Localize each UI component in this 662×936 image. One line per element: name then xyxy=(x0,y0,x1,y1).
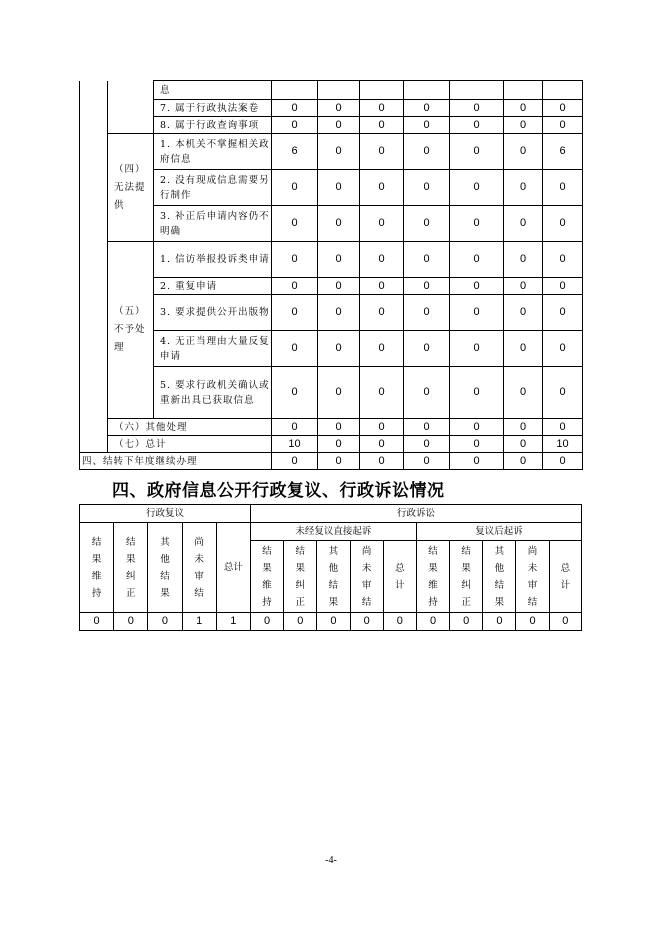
blank-cell xyxy=(504,81,543,100)
value-cell: 0 xyxy=(360,242,404,278)
blank-cell xyxy=(80,100,108,117)
value-cell: 0 xyxy=(114,613,148,631)
value-cell: 0 xyxy=(317,613,350,631)
value-cell: 0 xyxy=(543,295,583,331)
value-cell: 0 xyxy=(383,613,416,631)
value-cell: 0 xyxy=(450,117,504,134)
value-cell: 0 xyxy=(318,206,360,242)
value-cell: 0 xyxy=(350,613,383,631)
value-cell: 0 xyxy=(504,242,543,278)
value-cell: 0 xyxy=(360,117,404,134)
table-row xyxy=(80,331,583,367)
blank-cell xyxy=(80,278,108,295)
column-header: 其 他 结 果 xyxy=(483,541,516,613)
value-cell: 0 xyxy=(250,613,283,631)
value-cell: 0 xyxy=(543,453,583,470)
value-cell: 0 xyxy=(504,206,543,242)
value-cell: 0 xyxy=(318,453,360,470)
value-cell: 6 xyxy=(543,134,583,170)
value-cell: 0 xyxy=(148,613,182,631)
value-cell: 0 xyxy=(450,367,504,419)
review-litigation-table xyxy=(79,504,582,631)
blank-cell xyxy=(108,100,154,117)
column-header: 结 果 纠 正 xyxy=(284,541,317,613)
value-cell: 0 xyxy=(360,170,404,206)
value-cell: 0 xyxy=(543,100,583,117)
row-label: （六）其他处理 xyxy=(108,419,272,436)
value-cell: 0 xyxy=(272,278,318,295)
value-cell: 0 xyxy=(504,170,543,206)
value-cell: 0 xyxy=(543,242,583,278)
row-label: 2. 没有现成信息需要另行制作 xyxy=(154,170,272,206)
column-header: 尚 未 审 结 xyxy=(516,541,549,613)
value-cell: 0 xyxy=(318,295,360,331)
column-header: 总 计 xyxy=(383,541,416,613)
value-cell: 0 xyxy=(272,242,318,278)
column-header: 其 他 结 果 xyxy=(148,523,182,613)
value-cell: 0 xyxy=(543,419,583,436)
value-cell: 0 xyxy=(450,278,504,295)
review-header: 行政复议 xyxy=(80,505,251,523)
value-cell: 0 xyxy=(504,419,543,436)
group-title: （五）不予处理 xyxy=(108,242,154,419)
value-cell: 0 xyxy=(318,419,360,436)
blank-cell xyxy=(80,206,108,242)
value-cell: 1 xyxy=(216,613,250,631)
table-row xyxy=(80,523,582,541)
blank-cell xyxy=(80,331,108,367)
value-cell: 0 xyxy=(360,331,404,367)
value-cell: 0 xyxy=(504,117,543,134)
row-label: 8. 属于行政查询事项 xyxy=(154,117,272,134)
value-cell: 1 xyxy=(182,613,216,631)
table-row xyxy=(80,206,583,242)
blank-cell xyxy=(80,170,108,206)
column-header: 总 计 xyxy=(549,541,581,613)
value-cell: 0 xyxy=(318,331,360,367)
table-row xyxy=(80,134,583,170)
value-cell: 0 xyxy=(360,367,404,419)
value-cell: 0 xyxy=(450,331,504,367)
value-cell: 0 xyxy=(450,242,504,278)
blank-cell xyxy=(450,81,504,100)
value-cell: 0 xyxy=(504,367,543,419)
value-cell: 0 xyxy=(272,170,318,206)
direct-header: 未经复议直接起诉 xyxy=(250,523,416,541)
value-cell: 0 xyxy=(360,453,404,470)
value-cell: 0 xyxy=(272,117,318,134)
row-label: 四、结转下年度继续办理 xyxy=(80,453,272,470)
value-cell: 0 xyxy=(318,134,360,170)
blank-cell xyxy=(272,81,318,100)
value-cell: 0 xyxy=(272,419,318,436)
row-label: 7. 属于行政执法案卷 xyxy=(154,100,272,117)
value-cell: 0 xyxy=(318,170,360,206)
table-row xyxy=(80,278,583,295)
table-row xyxy=(80,170,583,206)
value-cell: 0 xyxy=(549,613,581,631)
value-cell: 0 xyxy=(404,278,450,295)
value-cell: 0 xyxy=(360,278,404,295)
value-cell: 0 xyxy=(504,331,543,367)
group-title: （四）无法提供 xyxy=(108,134,154,242)
value-cell: 0 xyxy=(450,419,504,436)
row-label: 1. 本机关不掌握相关政府信息 xyxy=(154,134,272,170)
value-cell: 0 xyxy=(543,170,583,206)
blank-cell xyxy=(360,81,404,100)
blank-cell xyxy=(80,81,108,100)
column-header: 结 果 维 持 xyxy=(250,541,283,613)
value-cell: 0 xyxy=(360,295,404,331)
table-row xyxy=(80,453,583,470)
table-row xyxy=(80,436,583,453)
value-cell: 0 xyxy=(450,134,504,170)
value-cell: 0 xyxy=(318,242,360,278)
value-cell: 0 xyxy=(272,206,318,242)
value-cell: 6 xyxy=(272,134,318,170)
litigation-header: 行政诉讼 xyxy=(250,505,581,523)
value-cell: 0 xyxy=(404,436,450,453)
value-cell: 0 xyxy=(80,613,114,631)
value-cell: 0 xyxy=(416,613,449,631)
value-cell: 0 xyxy=(360,100,404,117)
value-cell: 0 xyxy=(272,331,318,367)
value-cell: 0 xyxy=(404,419,450,436)
value-cell: 0 xyxy=(504,278,543,295)
blank-cell xyxy=(318,81,360,100)
blank-cell xyxy=(80,436,108,453)
value-cell: 0 xyxy=(504,100,543,117)
value-cell: 0 xyxy=(504,453,543,470)
table-row xyxy=(80,81,583,100)
blank-cell xyxy=(80,295,108,331)
row-label: 2. 重复申请 xyxy=(154,278,272,295)
row-label: 息 xyxy=(154,81,272,100)
column-header: 其 他 结 果 xyxy=(317,541,350,613)
value-cell: 0 xyxy=(450,613,483,631)
value-cell: 0 xyxy=(450,170,504,206)
table-row xyxy=(80,117,583,134)
value-cell: 0 xyxy=(272,367,318,419)
page-number: -4- xyxy=(325,855,337,866)
value-cell: 0 xyxy=(404,331,450,367)
value-cell: 0 xyxy=(360,419,404,436)
blank-cell xyxy=(404,81,450,100)
table-row xyxy=(80,100,583,117)
column-header: 结 果 维 持 xyxy=(416,541,449,613)
value-cell: 0 xyxy=(272,100,318,117)
value-cell: 10 xyxy=(272,436,318,453)
blank-cell xyxy=(80,419,108,436)
value-cell: 0 xyxy=(543,331,583,367)
blank-cell xyxy=(108,117,154,134)
column-header: 尚 未 审 结 xyxy=(182,523,216,613)
column-header: 结 果 纠 正 xyxy=(114,523,148,613)
value-cell: 0 xyxy=(318,117,360,134)
value-cell: 0 xyxy=(450,100,504,117)
value-cell: 0 xyxy=(318,436,360,453)
value-cell: 0 xyxy=(450,295,504,331)
row-label: 3. 补正后申请内容仍不明确 xyxy=(154,206,272,242)
value-cell: 0 xyxy=(543,206,583,242)
value-cell: 0 xyxy=(504,134,543,170)
value-cell: 0 xyxy=(404,117,450,134)
value-cell: 0 xyxy=(360,436,404,453)
column-header: 总计 xyxy=(216,523,250,613)
table-row xyxy=(80,613,582,631)
blank-cell xyxy=(543,81,583,100)
value-cell: 0 xyxy=(483,613,516,631)
row-label: 1. 信访举报投诉类申请 xyxy=(154,242,272,278)
blank-cell xyxy=(80,367,108,419)
value-cell: 0 xyxy=(516,613,549,631)
value-cell: 0 xyxy=(404,367,450,419)
blank-cell xyxy=(80,242,108,278)
value-cell: 0 xyxy=(450,436,504,453)
table-row xyxy=(80,505,582,523)
value-cell: 0 xyxy=(404,206,450,242)
row-label: 5. 要求行政机关确认或重新出具已获取信息 xyxy=(154,367,272,419)
row-label: （七）总计 xyxy=(108,436,272,453)
value-cell: 0 xyxy=(318,100,360,117)
value-cell: 0 xyxy=(360,206,404,242)
blank-cell xyxy=(80,117,108,134)
column-header: 结 果 纠 正 xyxy=(450,541,483,613)
value-cell: 0 xyxy=(272,295,318,331)
value-cell: 0 xyxy=(404,100,450,117)
table-row xyxy=(80,367,583,419)
value-cell: 0 xyxy=(404,295,450,331)
value-cell: 10 xyxy=(543,436,583,453)
value-cell: 0 xyxy=(272,453,318,470)
value-cell: 0 xyxy=(404,134,450,170)
blank-cell xyxy=(80,134,108,170)
value-cell: 0 xyxy=(318,367,360,419)
row-label: 3. 要求提供公开出版物 xyxy=(154,295,272,331)
value-cell: 0 xyxy=(404,453,450,470)
value-cell: 0 xyxy=(404,170,450,206)
table-row xyxy=(80,419,583,436)
value-cell: 0 xyxy=(450,206,504,242)
value-cell: 0 xyxy=(543,278,583,295)
column-header: 尚 未 审 结 xyxy=(350,541,383,613)
after-header: 复议后起诉 xyxy=(416,523,581,541)
blank-cell xyxy=(108,81,154,100)
value-cell: 0 xyxy=(360,134,404,170)
table-row xyxy=(80,295,583,331)
value-cell: 0 xyxy=(450,453,504,470)
section-heading: 四、政府信息公开行政复议、行政诉讼情况 xyxy=(112,481,445,501)
value-cell: 0 xyxy=(543,117,583,134)
column-header: 结 果 维 持 xyxy=(80,523,114,613)
row-label: 4. 无正当理由大量反复申请 xyxy=(154,331,272,367)
value-cell: 0 xyxy=(504,295,543,331)
value-cell: 0 xyxy=(543,367,583,419)
value-cell: 0 xyxy=(504,436,543,453)
value-cell: 0 xyxy=(284,613,317,631)
disposition-table xyxy=(79,80,583,470)
value-cell: 0 xyxy=(404,242,450,278)
table-row xyxy=(80,242,583,278)
value-cell: 0 xyxy=(318,278,360,295)
